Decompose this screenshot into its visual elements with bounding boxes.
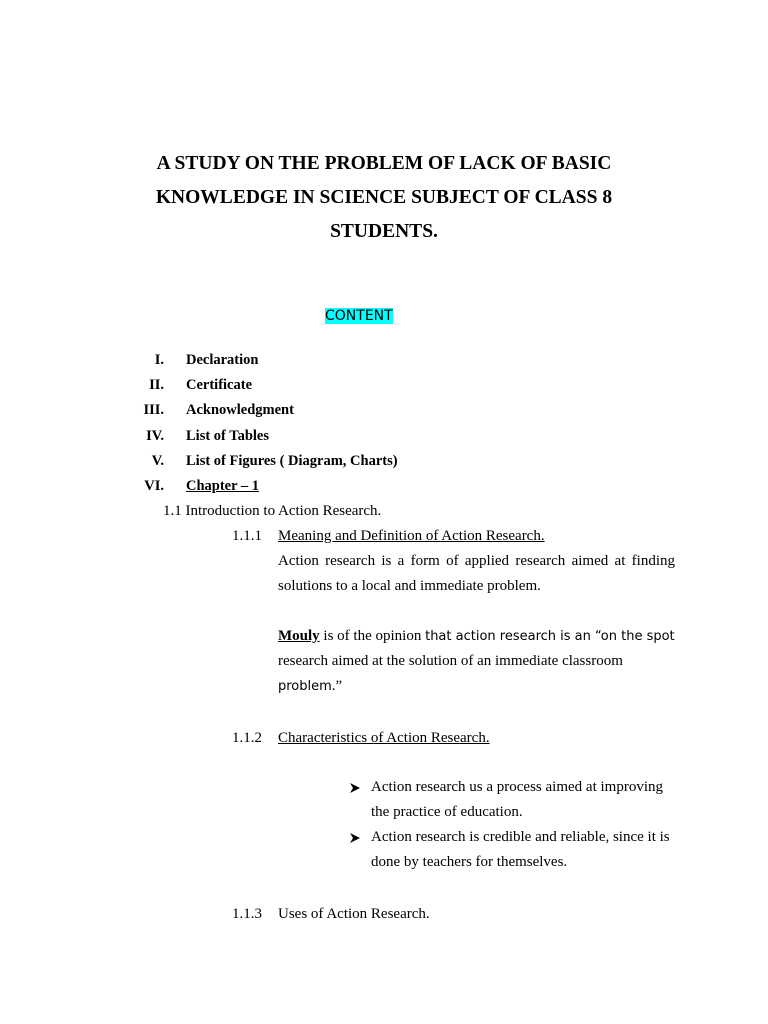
toc-num-6: VI.	[144, 478, 164, 494]
toc-num-3: III.	[143, 402, 164, 418]
section-1-1-3-number: 1.1.3	[232, 906, 262, 922]
section-1-1-2-heading: Characteristics of Action Research.	[278, 730, 490, 746]
mouly-quote-1: that action research is an “on the spot	[425, 629, 675, 644]
characteristic-item-2: Action research is credible and reliable, since it is done by teachers for themselves.	[371, 829, 670, 870]
section-1-1-3-heading: Uses of Action Research.	[278, 906, 430, 922]
section-1-1-heading: 1.1 Introduction to Action Research.	[163, 503, 382, 519]
mouly-quote-2: problem	[278, 679, 332, 694]
title-line-1: A STUDY ON THE PROBLEM OF LACK OF BASIC	[156, 153, 612, 174]
toc-item-acknowledgment: Acknowledgment	[186, 402, 294, 418]
content-heading-text: CONTENT	[325, 308, 393, 324]
arrow-bullet-icon	[349, 825, 363, 850]
toc-num-1: I.	[154, 352, 164, 368]
section-1-1-1-number: 1.1.1	[232, 528, 262, 544]
toc-num-5: V.	[151, 453, 164, 469]
toc-item-declaration: Declaration	[186, 352, 259, 368]
toc-item-chapter-1: Chapter – 1	[186, 478, 260, 494]
section-1-1-2-number: 1.1.2	[232, 730, 262, 746]
mouly-opinion-paragraph	[278, 624, 675, 699]
document-title	[120, 147, 648, 249]
toc-item-list-of-figures: List of Figures ( Diagram, Charts)	[186, 453, 398, 469]
toc-item-certificate: Certificate	[186, 377, 253, 393]
title-line-3: STUDENTS.	[330, 221, 438, 242]
toc-item-list-of-tables: List of Tables	[186, 428, 269, 444]
toc-num-2: II.	[149, 377, 164, 393]
toc-num-4: IV.	[146, 428, 164, 444]
action-research-definition: Action research is a form of applied research aimed at finding solutions to a local and immediate problem.	[278, 553, 675, 594]
section-1-1-1-heading: Meaning and Definition of Action Research.	[278, 528, 545, 544]
mouly-end: .”	[331, 678, 343, 694]
characteristic-item-1: Action research us a process aimed at improving the practice of education.	[371, 779, 663, 820]
title-line-2: KNOWLEDGE IN SCIENCE SUBJECT OF CLASS 8	[155, 187, 613, 208]
arrow-bullet-icon	[349, 775, 363, 800]
mouly-text-1: is of the opinion	[319, 628, 426, 644]
content-heading	[323, 306, 395, 326]
mouly-name: Mouly	[278, 628, 320, 644]
mouly-text-2: research aimed at the solution of an immediate classroom	[278, 653, 623, 669]
